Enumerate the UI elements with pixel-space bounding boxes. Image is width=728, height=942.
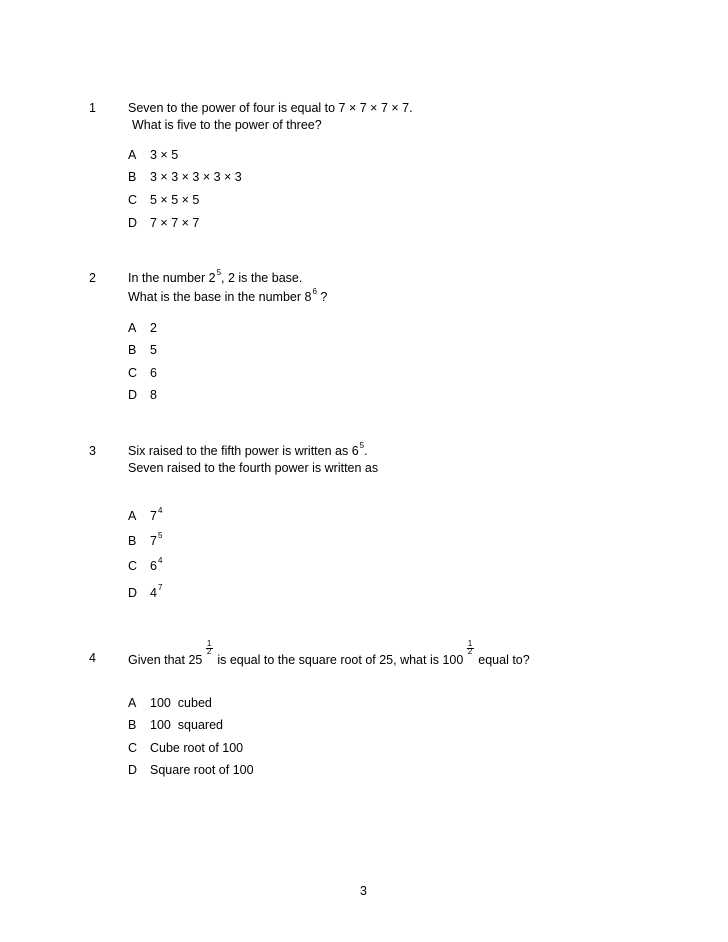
question-text: What is the base in the number $8^6$ ? (128, 287, 328, 304)
question-text: Given that 25 $\frac{1}{2}$ is equal to the square root of 25, what is 100 $\frac{1}{2}$ equal to? (128, 639, 530, 667)
question-number: 4 (89, 651, 96, 665)
option-text: $7^4$ (150, 506, 163, 523)
option-text: Cube root of 100 (150, 741, 244, 755)
option-letter: A (128, 696, 137, 710)
page-number: 3 (360, 884, 367, 898)
option-letter: A (128, 148, 137, 162)
option-text: 8 (150, 388, 157, 402)
option-text: $4^7$ (150, 583, 163, 600)
question-text: In the number $2^5$, 2 is the base. (128, 268, 303, 285)
option-letter: A (128, 321, 137, 335)
question-text: What is five to the power of three? (132, 118, 322, 132)
question-text: Seven to the power of four is equal to 7 × 7 × 7 × 7. (128, 101, 413, 115)
option-text: 2 (150, 321, 157, 335)
option-letter: B (128, 718, 137, 732)
option-text: 100 cubed (150, 696, 212, 710)
option-letter: B (128, 170, 137, 184)
option-letter: A (128, 509, 137, 523)
exponent: 5 (157, 531, 163, 540)
option-letter: C (128, 559, 138, 573)
exponent: 5 (216, 268, 222, 277)
exponent: 4 (157, 506, 163, 515)
question-number: 2 (89, 271, 96, 285)
option-text: 3 × 3 × 3 × 3 × 3 (150, 170, 242, 184)
exponent: 7 (157, 583, 163, 592)
fraction-exponent: $\frac{1}{2}$ (467, 639, 473, 656)
exponent: 6 (312, 287, 317, 296)
question-number: 1 (89, 101, 96, 115)
option-text: 5 (150, 343, 157, 357)
option-text: 7 × 7 × 7 (150, 216, 200, 230)
exponent: 4 (157, 556, 163, 565)
option-text: Square root of 100 (150, 763, 254, 777)
option-letter: B (128, 343, 137, 357)
option-letter: C (128, 741, 138, 755)
option-letter: C (128, 366, 138, 380)
option-letter: C (128, 193, 138, 207)
option-text: 6 (150, 366, 157, 380)
option-letter: D (128, 216, 138, 230)
option-letter: B (128, 534, 137, 548)
question-text: Six raised to the fifth power is written as $6^5$. (128, 441, 368, 458)
option-letter: D (128, 763, 138, 777)
question-number: 3 (89, 444, 96, 458)
fraction-exponent: $\frac{1}{2}$ (206, 639, 212, 656)
option-text: 5 × 5 × 5 (150, 193, 200, 207)
exponent: 5 (359, 441, 365, 450)
question-text: Seven raised to the fourth power is written as (128, 461, 379, 475)
option-text: 3 × 5 (150, 148, 179, 162)
option-letter: D (128, 388, 138, 402)
option-text: 100 squared (150, 718, 223, 732)
option-text: $7^5$ (150, 531, 163, 548)
option-text: $6^4$ (150, 556, 163, 573)
option-letter: D (128, 586, 138, 600)
